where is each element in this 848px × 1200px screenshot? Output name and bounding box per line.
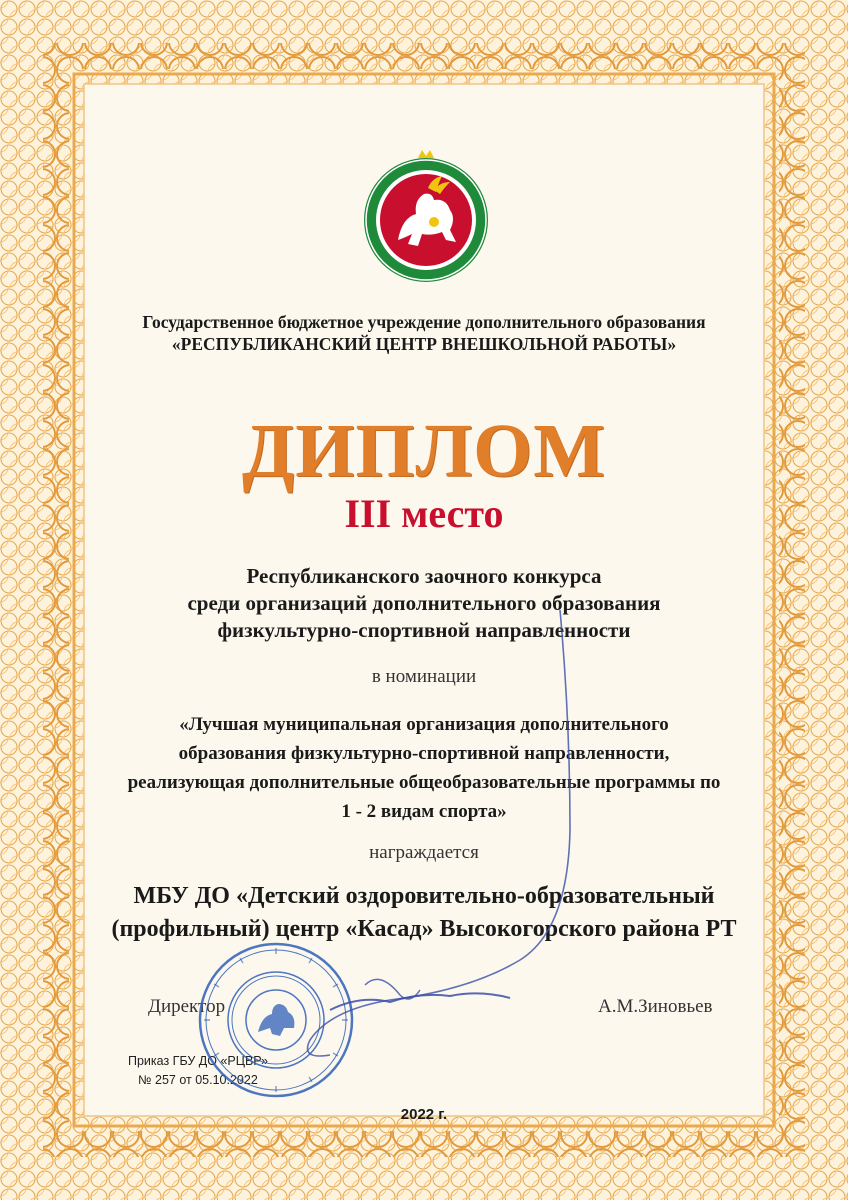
awardee-line: (профильный) центр «Касад» Высокогорского района РТ (111, 916, 737, 942)
organization-line-2: «РЕСПУБЛИКАНСКИЙ ЦЕНТР ВНЕШКОЛЬНОЙ РАБОТЫ» (171, 334, 677, 354)
nomination-line: 1 - 2 видам спорта» (341, 801, 507, 822)
contest-line: физкультурно-спортивной направленности (217, 618, 631, 642)
contest-line: среди организаций дополнительного образования (187, 591, 661, 615)
diploma-title: ДИПЛОМ (242, 409, 606, 493)
nomination-line: образования физкультурно-спортивной направленности, (178, 743, 670, 764)
nomination-line: реализующая дополнительные общеобразовательные программы по (127, 772, 721, 793)
official-stamp-icon (196, 940, 356, 1100)
order-line: Приказ ГБУ ДО «РЦВР» (128, 1054, 268, 1068)
organization-line-1: Государственное бюджетное учреждение дополнительного образования (142, 312, 706, 332)
nomination-text (0, 710, 848, 826)
place-label: III место (344, 491, 504, 536)
contest-line: Республиканского заочного конкурса (246, 564, 602, 588)
contest-description (0, 563, 848, 644)
signatory-title: Директор (148, 996, 226, 1017)
issue-year: 2022 г. (400, 1106, 448, 1123)
nomination-label: в номинации (371, 666, 477, 687)
tatarstan-emblem-icon (358, 148, 494, 284)
awardee-line: МБУ ДО «Детский оздоровительно-образовательный (133, 883, 715, 909)
signatory-name: А.М.Зиновьев (598, 996, 713, 1017)
nomination-line: «Лучшая муниципальная организация дополнительного (179, 714, 669, 735)
awarded-label: награждается (369, 842, 479, 863)
awardee-name (0, 880, 848, 946)
order-line: № 257 от 05.10.2022 (138, 1073, 258, 1087)
